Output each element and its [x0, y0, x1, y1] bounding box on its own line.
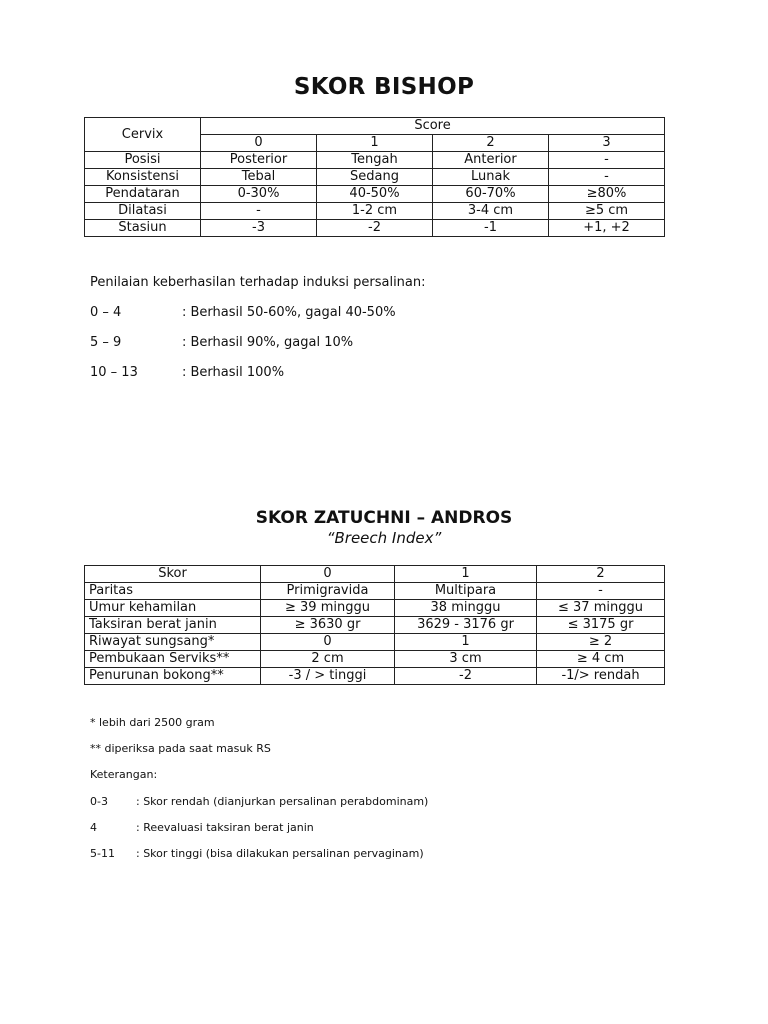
table-row: [85, 203, 665, 220]
legend-heading: Keterangan:: [90, 768, 158, 781]
legend-row: [90, 821, 690, 834]
row-label: Stasiun: [85, 220, 201, 237]
table-row: [85, 152, 665, 169]
assessment-row: [90, 335, 690, 350]
header-score-col: 2: [433, 135, 549, 152]
legend-range: 5-11: [90, 847, 115, 860]
table-row: [85, 583, 665, 600]
table-cell: Tebal: [201, 169, 317, 186]
assessment-result: : Berhasil 50-60%, gagal 40-50%: [182, 305, 396, 320]
legend-row: [90, 847, 690, 860]
table-cell: -2: [317, 220, 433, 237]
table-cell: ≤ 3175 gr: [537, 617, 665, 634]
bishop-title: SKOR BISHOP: [293, 74, 475, 100]
row-label: Riwayat sungsang*: [85, 634, 261, 651]
bishop-score-table: [84, 117, 665, 237]
legend-range: 0-3: [90, 795, 108, 808]
table-cell: ≥ 39 minggu: [261, 600, 395, 617]
table-cell: 3-4 cm: [433, 203, 549, 220]
table-cell: 1: [395, 634, 537, 651]
table-row: [85, 651, 665, 668]
legend-row: [90, 795, 690, 808]
table-cell: 3629 - 3176 gr: [395, 617, 537, 634]
table-cell: 0: [261, 634, 395, 651]
zatuchni-subtitle: “Breech Index”: [326, 529, 442, 547]
header-cervix: Cervix: [85, 118, 201, 152]
row-label: Taksiran berat janin: [85, 617, 261, 634]
row-label: Umur kehamilan: [85, 600, 261, 617]
table-cell: -1/> rendah: [537, 668, 665, 685]
table-row: [85, 600, 665, 617]
table-cell: -1: [433, 220, 549, 237]
table-cell: -3: [201, 220, 317, 237]
legend-range: 4: [90, 821, 97, 834]
header-col: 1: [395, 566, 537, 583]
header-score-col: 1: [317, 135, 433, 152]
table-cell: 60-70%: [433, 186, 549, 203]
assessment-range: 5 – 9: [90, 335, 122, 350]
legend-desc: : Reevaluasi taksiran berat janin: [136, 821, 314, 834]
zatuchni-title: SKOR ZATUCHNI – ANDROS: [255, 508, 513, 528]
table-cell: ≥5 cm: [549, 203, 665, 220]
table-row: [85, 169, 665, 186]
zatuchni-score-table: [84, 565, 665, 685]
assessment-heading: Penilaian keberhasilan terhadap induksi persalinan:: [90, 275, 426, 290]
table-header-row: [85, 566, 665, 583]
table-row: [85, 186, 665, 203]
table-cell: 0-30%: [201, 186, 317, 203]
row-label: Posisi: [85, 152, 201, 169]
table-cell: +1, +2: [549, 220, 665, 237]
table-cell: Tengah: [317, 152, 433, 169]
table-cell: 2 cm: [261, 651, 395, 668]
table-cell: ≥80%: [549, 186, 665, 203]
table-row: [85, 668, 665, 685]
legend-desc: : Skor rendah (dianjurkan persalinan perabdominam): [136, 795, 429, 808]
table-cell: -: [549, 152, 665, 169]
table-cell: 1-2 cm: [317, 203, 433, 220]
table-cell: 38 minggu: [395, 600, 537, 617]
table-cell: ≥ 2: [537, 634, 665, 651]
table-cell: -: [549, 169, 665, 186]
table-cell: 3 cm: [395, 651, 537, 668]
table-cell: Primigravida: [261, 583, 395, 600]
legend-desc: : Skor tinggi (bisa dilakukan persalinan pervaginam): [136, 847, 424, 860]
table-cell: ≤ 37 minggu: [537, 600, 665, 617]
header-col: 2: [537, 566, 665, 583]
header-score-col: 0: [201, 135, 317, 152]
assessment-range: 10 – 13: [90, 365, 138, 380]
row-label: Paritas: [85, 583, 261, 600]
header-score-col: 3: [549, 135, 665, 152]
table-cell: Multipara: [395, 583, 537, 600]
table-cell: -2: [395, 668, 537, 685]
table-cell: -3 / > tinggi: [261, 668, 395, 685]
table-cell: Lunak: [433, 169, 549, 186]
header-score: Score: [201, 118, 665, 135]
row-label: Konsistensi: [85, 169, 201, 186]
footnote: * lebih dari 2500 gram: [90, 716, 215, 729]
row-label: Dilatasi: [85, 203, 201, 220]
assessment-result: : Berhasil 100%: [182, 365, 285, 380]
table-cell: Sedang: [317, 169, 433, 186]
table-cell: ≥ 3630 gr: [261, 617, 395, 634]
table-row: [85, 617, 665, 634]
row-label: Pembukaan Serviks**: [85, 651, 261, 668]
table-cell: -: [537, 583, 665, 600]
table-cell: Posterior: [201, 152, 317, 169]
row-label: Penurunan bokong**: [85, 668, 261, 685]
table-row: [85, 634, 665, 651]
assessment-row: [90, 365, 690, 380]
table-cell: ≥ 4 cm: [537, 651, 665, 668]
footnote: ** diperiksa pada saat masuk RS: [90, 742, 271, 755]
table-cell: Anterior: [433, 152, 549, 169]
assessment-row: [90, 305, 690, 320]
table-cell: 40-50%: [317, 186, 433, 203]
assessment-result: : Berhasil 90%, gagal 10%: [182, 335, 354, 350]
table-cell: -: [201, 203, 317, 220]
header-col: 0: [261, 566, 395, 583]
table-row: [85, 220, 665, 237]
row-label: Pendataran: [85, 186, 201, 203]
assessment-range: 0 – 4: [90, 305, 122, 320]
header-skor: Skor: [85, 566, 261, 583]
